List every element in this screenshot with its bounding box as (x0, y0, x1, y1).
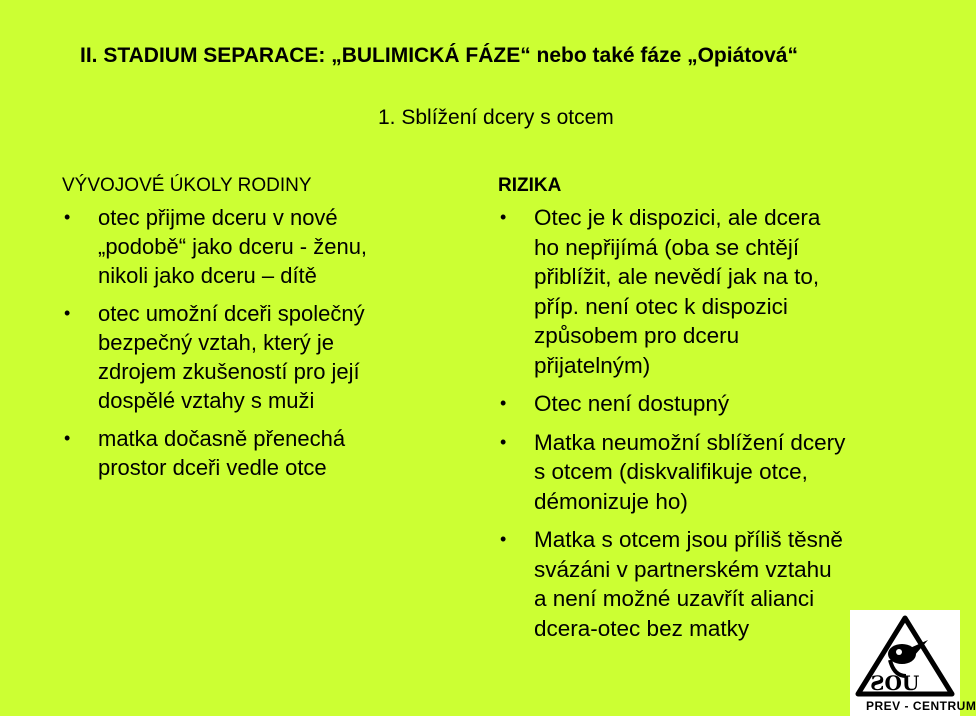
bullet-icon: • (500, 529, 507, 549)
item-line: otec přijme dceru v nové (98, 205, 338, 230)
item-line: prostor dceři vedle otce (98, 455, 327, 480)
item-line: s otcem (diskvalifikuje otce, (534, 459, 808, 484)
item-line: otec umožní dceři společný (98, 301, 365, 326)
item-line: Otec je k dispozici, ale dcera (534, 205, 821, 230)
left-list (62, 203, 462, 482)
list-item (62, 203, 462, 290)
item-line: matka dočasně přenechá (98, 426, 346, 451)
logo-text: PREV - CENTRUM (866, 699, 976, 713)
item-line: svázáni v partnerském vztahu (534, 556, 832, 582)
right-list (498, 203, 918, 643)
item-line: dospělé vztahy s muži (98, 388, 315, 413)
item-line: přiblížit, ale nevědí jak na to, (534, 264, 820, 289)
item-line: Matka neumožní sblížení dcery (534, 429, 846, 455)
left-column (62, 172, 462, 491)
item-line: „podobě“ jako dceru - ženu, (98, 234, 368, 259)
bullet-icon: • (500, 207, 507, 227)
bullet-icon: • (64, 428, 71, 448)
item-line: způsobem pro dceru (534, 323, 740, 348)
item-line: příp. není otec k dispozici (534, 293, 788, 319)
list-item (498, 389, 918, 419)
item-line: démonizuje ho) (534, 488, 688, 514)
item-line: a není možné uzavřít alianci (534, 586, 815, 611)
right-column (498, 172, 918, 652)
item-line: dcera-otec bez matky (534, 615, 750, 641)
left-column-heading: VÝVOJOVÉ ÚKOLY RODINY (62, 175, 312, 196)
bullet-icon: • (500, 393, 507, 413)
list-item (62, 299, 462, 415)
slide-subtitle: 1. Sblížení dcery s otcem (378, 106, 614, 129)
item-line: Otec není dostupný (534, 391, 730, 416)
right-column-heading: RIZIKA (498, 175, 562, 196)
bullet-icon: • (500, 431, 507, 452)
item-line: ho nepřijímá (oba se chtějí (534, 234, 800, 260)
list-item (62, 424, 462, 482)
list-item (498, 203, 918, 380)
slide-title: II. STADIUM SEPARACE: „BULIMICKÁ FÁZE“ nebo také fáze „Opiátová“ (80, 44, 798, 67)
bullet-icon: • (64, 207, 71, 227)
item-line: zdrojem zkušeností pro její (98, 359, 360, 384)
list-item (498, 428, 918, 517)
item-line: přijatelným) (534, 352, 651, 378)
item-line: bezpečný vztah, který je (98, 330, 335, 355)
item-line: Matka s otcem jsou příliš těsně (534, 527, 843, 552)
bullet-icon: • (64, 303, 71, 323)
svg-text:ƧOU: ƧOU (870, 671, 920, 695)
item-line: nikoli jako dceru – dítě (98, 263, 317, 288)
